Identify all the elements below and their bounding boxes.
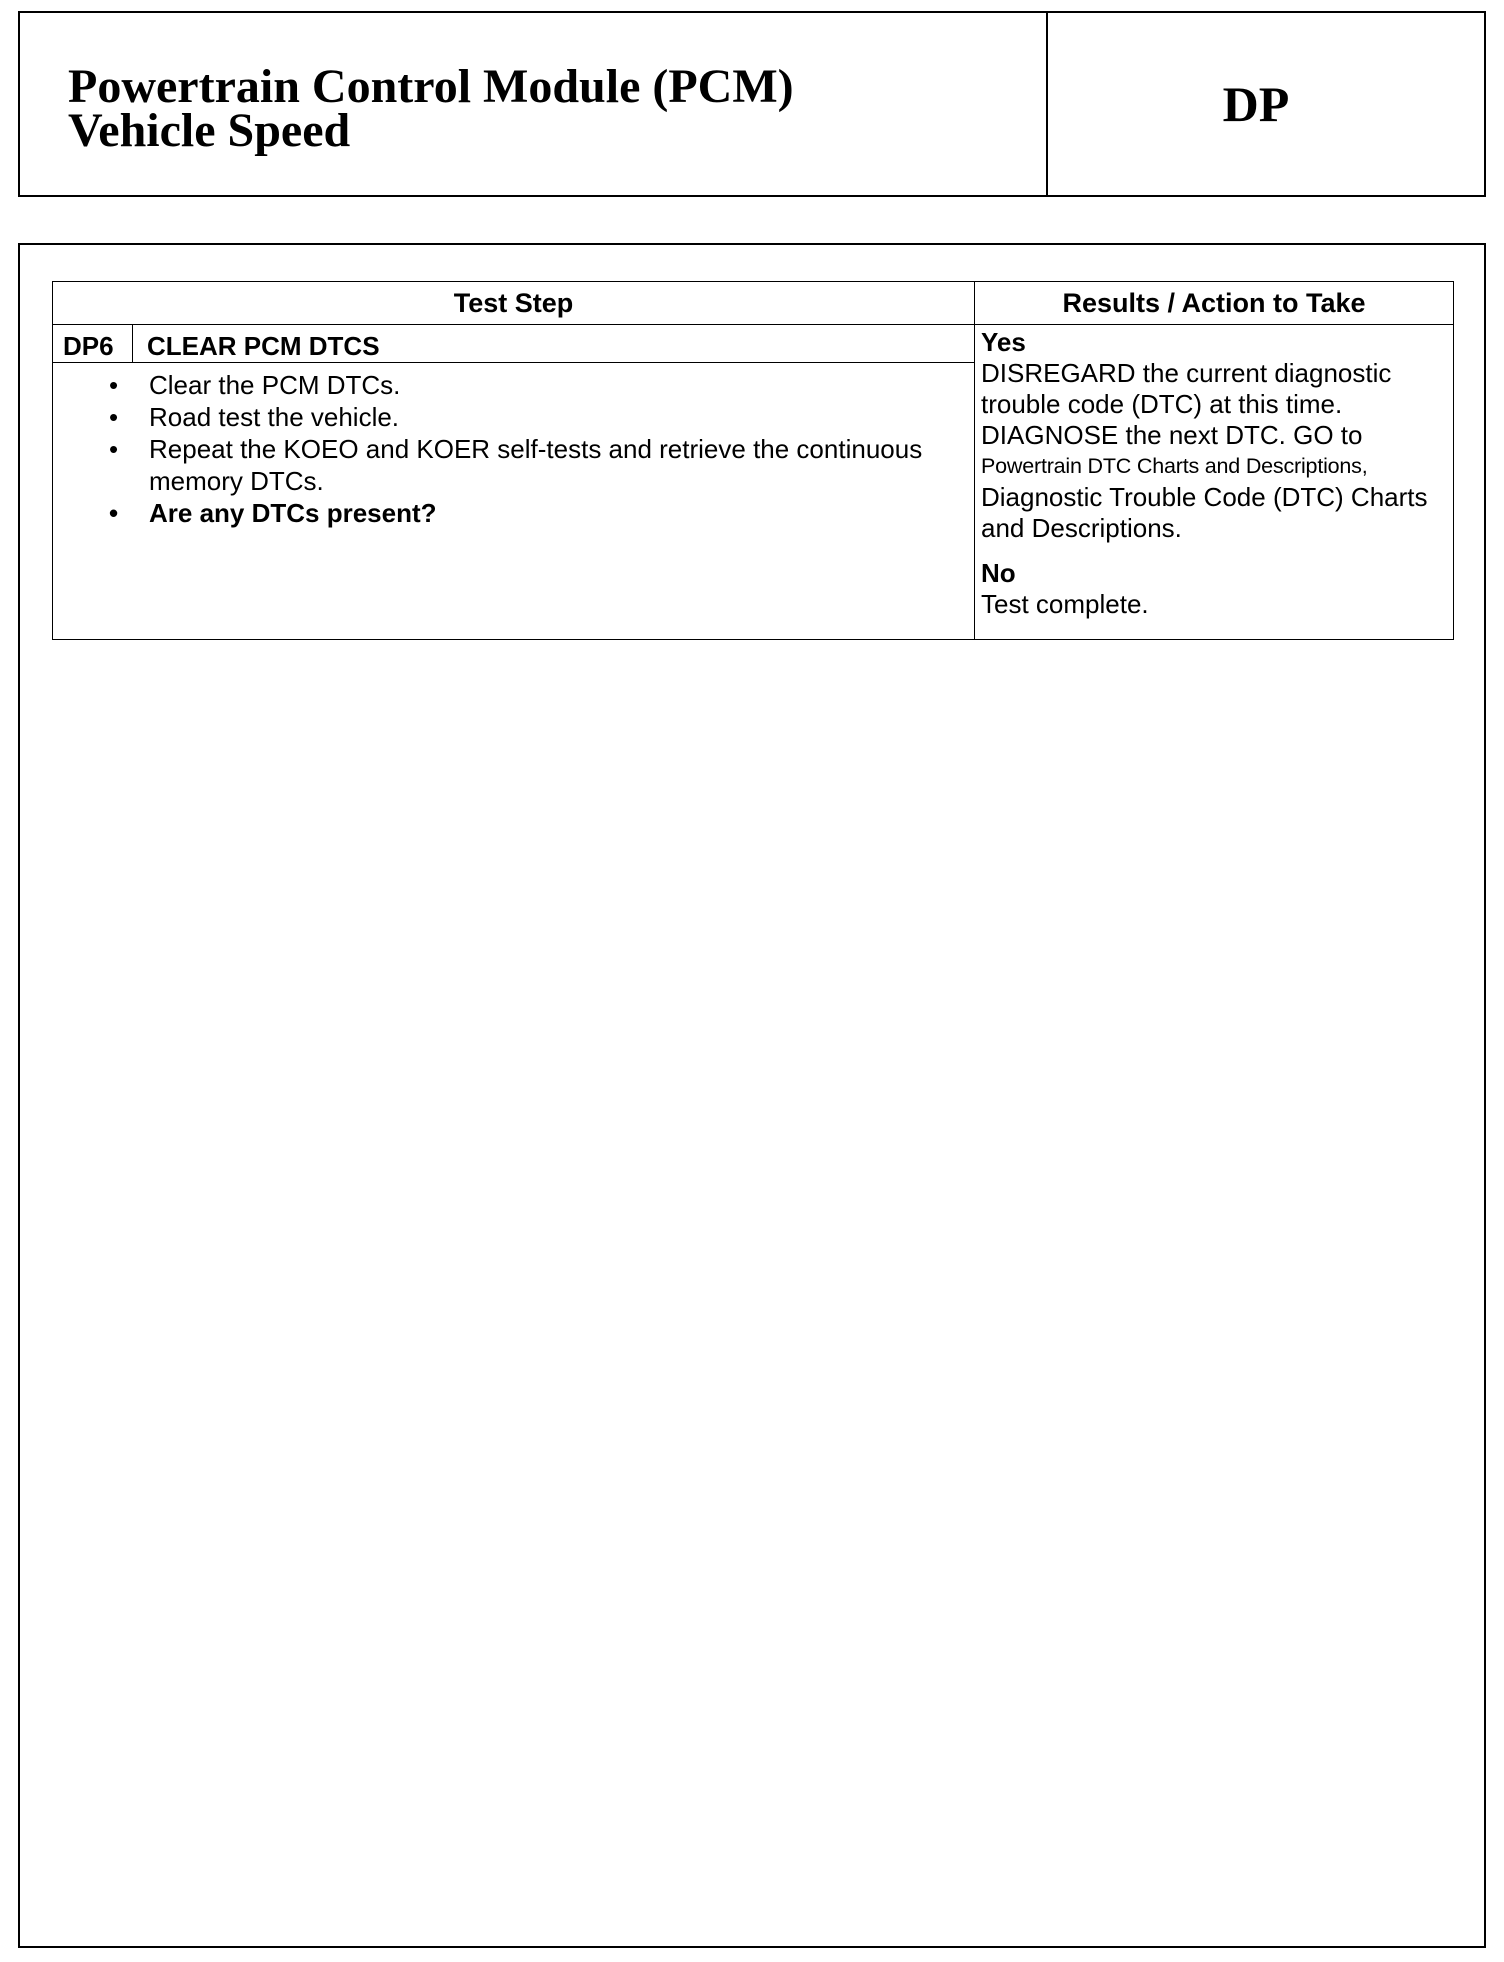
header-box	[18, 11, 1486, 197]
content-frame	[18, 243, 1486, 1948]
bullet-icon: •	[109, 370, 119, 400]
title-line-1: Powertrain Control Module (PCM)	[68, 60, 794, 113]
header-title-cell	[20, 13, 1048, 195]
result-yes-text: DISREGARD the current diagnostic trouble code (DTC) at this time. DIAGNOSE the next DTC. GO to	[981, 358, 1392, 450]
step-id: DP6	[53, 325, 133, 363]
result-no-label: No	[981, 558, 1016, 588]
header-code-cell	[1048, 13, 1484, 195]
result-yes-reference-2: Diagnostic Trouble Code (DTC) Charts and Descriptions.	[981, 482, 1428, 543]
step-instructions	[109, 369, 954, 529]
table-header-row	[53, 282, 1454, 325]
title-line-2: Vehicle Speed	[68, 104, 351, 157]
result-spacer	[981, 544, 1449, 558]
list-item	[109, 433, 954, 497]
bullet-icon: •	[109, 402, 119, 432]
result-yes-reference: Powertrain DTC Charts and Descriptions,	[981, 454, 1368, 478]
test-step-table	[52, 281, 1454, 640]
results-cell	[975, 325, 1454, 640]
page-title	[68, 60, 1046, 157]
result-no-text: Test complete.	[981, 589, 1149, 619]
instruction-text: Clear the PCM DTCs.	[149, 370, 401, 400]
list-item	[109, 401, 954, 433]
column-header-test-step: Test Step	[53, 282, 975, 325]
instruction-text: Repeat the KOEO and KOER self-tests and retrieve the continuous memory DTCs.	[149, 434, 923, 496]
question-text: Are any DTCs present?	[149, 498, 437, 528]
result-yes-label: Yes	[981, 327, 1026, 357]
step-title-row	[53, 325, 1454, 363]
list-item	[109, 369, 954, 401]
bullet-icon: •	[109, 498, 119, 528]
step-name: CLEAR PCM DTCS	[133, 325, 975, 363]
section-code: DP	[1222, 76, 1290, 132]
column-header-results: Results / Action to Take	[975, 282, 1454, 325]
instruction-text: Road test the vehicle.	[149, 402, 400, 432]
list-item	[109, 497, 954, 529]
bullet-icon: •	[109, 434, 119, 464]
step-body	[53, 363, 975, 640]
